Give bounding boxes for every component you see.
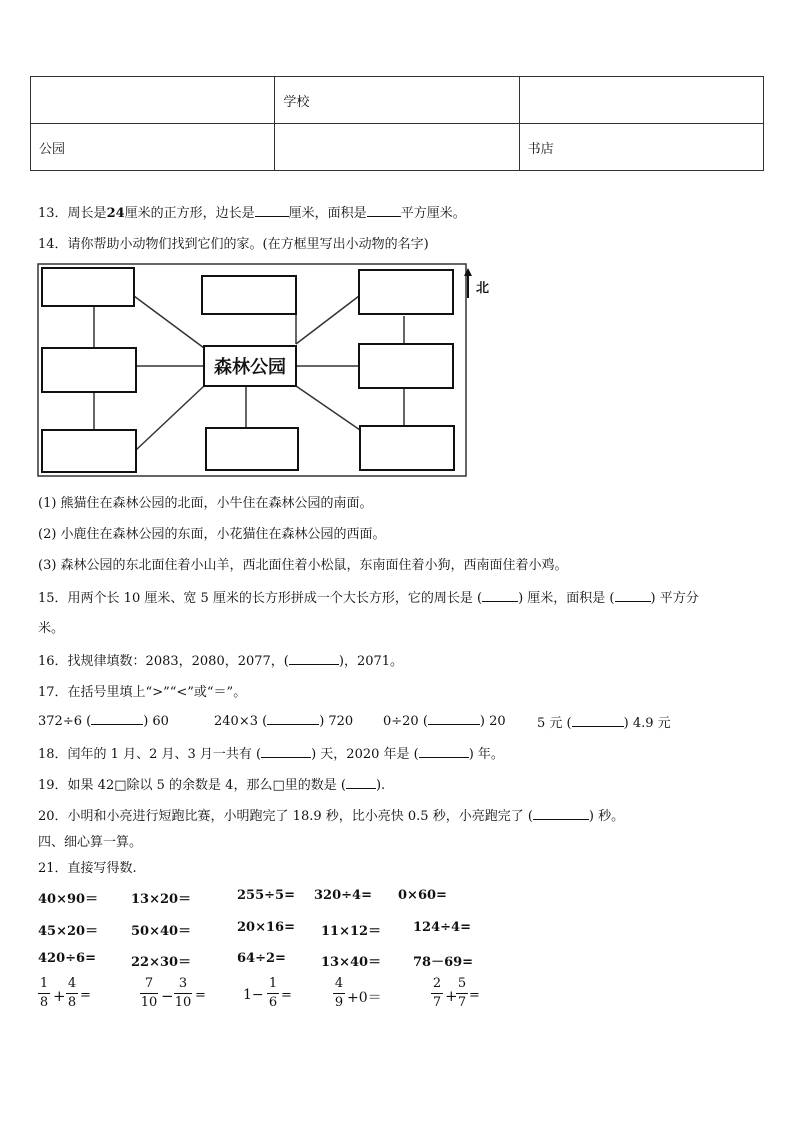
numerator: 5 bbox=[457, 976, 467, 991]
home-box-south[interactable] bbox=[206, 428, 298, 470]
fraction bbox=[431, 976, 443, 1011]
table-cell: 书店 bbox=[519, 124, 763, 171]
calc-item: 50×40＝ bbox=[131, 924, 192, 939]
q17-item-3 bbox=[383, 712, 506, 729]
answer-blank[interactable] bbox=[267, 712, 319, 725]
q13-text-a: 周长是 bbox=[67, 206, 107, 221]
denominator: 10 bbox=[174, 995, 192, 1010]
connector-line bbox=[136, 386, 204, 450]
operator: − bbox=[161, 987, 174, 1005]
expression-prefix: 1− bbox=[243, 987, 264, 1003]
calc-item: 78－69= bbox=[413, 955, 474, 970]
q17-item-2 bbox=[214, 712, 353, 729]
q18-text-b: ) 天，2020 年是 ( bbox=[311, 747, 419, 762]
q17-right: ) 4.9 元 bbox=[623, 716, 671, 731]
denominator: 10 bbox=[140, 995, 158, 1010]
answer-blank[interactable] bbox=[482, 589, 518, 602]
fraction bbox=[140, 976, 158, 1011]
q13-text-d: 厘米，面积是 bbox=[288, 206, 367, 221]
home-box-north[interactable] bbox=[202, 276, 296, 314]
table-cell: 学校 bbox=[275, 77, 519, 124]
q15-line2: 米。 bbox=[38, 621, 65, 636]
table-cell bbox=[31, 77, 275, 124]
answer-blank[interactable] bbox=[261, 745, 311, 758]
fraction bbox=[66, 976, 78, 1011]
home-box-southeast[interactable] bbox=[360, 426, 454, 470]
question-17: 17．在括号里填上“>”“<”或“＝”。 bbox=[38, 685, 247, 700]
numerator: 7 bbox=[144, 976, 154, 991]
fraction bbox=[267, 976, 279, 1011]
operator: + bbox=[53, 987, 66, 1005]
q14-hint-3: (3) 森林公园的东北面住着小山羊，西北面住着小松鼠，东南面住着小狗，西南面住着小鸡。 bbox=[38, 558, 568, 573]
q16-text-a: 16．找规律填数：2083，2080，2077，( bbox=[38, 654, 289, 669]
table-cell bbox=[519, 77, 763, 124]
home-box-northwest[interactable] bbox=[42, 268, 134, 306]
fraction bbox=[38, 976, 50, 1011]
home-box-northeast[interactable] bbox=[359, 270, 453, 314]
answer-blank[interactable] bbox=[428, 712, 480, 725]
question-number: 14． bbox=[38, 237, 68, 252]
answer-blank[interactable] bbox=[289, 652, 339, 665]
table-cell bbox=[275, 124, 519, 171]
q18-text-a: 18．闰年的 1 月、2 月、3 月一共有 ( bbox=[38, 747, 262, 762]
numerator: 3 bbox=[178, 976, 188, 991]
numerator: 1 bbox=[268, 976, 278, 991]
calc-item: 40×90＝ bbox=[38, 892, 99, 907]
answer-blank[interactable] bbox=[572, 714, 624, 727]
home-box-southwest[interactable] bbox=[42, 430, 136, 472]
question-13 bbox=[38, 202, 466, 221]
q18-text-c: ) 年。 bbox=[468, 747, 504, 762]
answer-blank[interactable] bbox=[255, 204, 289, 217]
q20-text-b: ) 秒。 bbox=[588, 809, 625, 824]
answer-blank[interactable] bbox=[533, 807, 589, 820]
calc-item: 11×12＝ bbox=[321, 924, 382, 939]
connector-line bbox=[134, 296, 204, 348]
equals: = bbox=[80, 988, 91, 1003]
denominator: 9 bbox=[334, 995, 344, 1010]
q17-left: 5 元 ( bbox=[537, 716, 572, 731]
q15-text-a: 15．用两个长 10 厘米、宽 5 厘米的长方形拼成一个大长方形，它的周长是 ( bbox=[38, 591, 483, 606]
denominator: 8 bbox=[39, 995, 49, 1010]
calc-item: 255÷5= bbox=[237, 888, 295, 903]
q15-text-c: ) 平方分 bbox=[650, 591, 699, 606]
question-number: 13． bbox=[38, 206, 68, 221]
q19-text-a: 19．如果 42□除以 5 的余数是 4，那么□里的数是 ( bbox=[38, 778, 346, 793]
calc-item: 20×16= bbox=[237, 920, 295, 935]
q14-text: 请你帮助小动物们找到它们的家。(在方框里写出小动物的名字) bbox=[67, 237, 429, 252]
calc-item: 124÷4= bbox=[413, 920, 471, 935]
question-21: 21．直接写得数. bbox=[38, 861, 137, 876]
numerator: 4 bbox=[67, 976, 77, 991]
calc-item: 13×40＝ bbox=[321, 955, 382, 970]
calc-item: 13×20＝ bbox=[131, 892, 192, 907]
question-14 bbox=[38, 233, 429, 252]
q20-text-a: 20．小明和小亮进行短跑比赛，小明跑完了 18.9 秒，比小亮快 0.5 秒，小亮跑完了 ( bbox=[38, 809, 533, 824]
center-label: 森林公园 bbox=[214, 357, 286, 378]
q19-text-b: ). bbox=[375, 778, 386, 793]
home-box-west[interactable] bbox=[42, 348, 136, 392]
table-row bbox=[31, 124, 764, 171]
answer-blank[interactable] bbox=[419, 745, 469, 758]
answer-blank[interactable] bbox=[91, 712, 143, 725]
q17-right: ) 60 bbox=[143, 714, 169, 729]
fraction bbox=[174, 976, 192, 1011]
location-table bbox=[30, 76, 764, 171]
north-label: 北 bbox=[476, 281, 490, 296]
q17-left: 0÷20 ( bbox=[383, 714, 428, 729]
numerator: 4 bbox=[334, 976, 344, 991]
denominator: 7 bbox=[457, 995, 467, 1010]
calc-item: 320÷4= bbox=[314, 888, 372, 903]
q13-value: 24 bbox=[106, 206, 125, 221]
question-15 bbox=[38, 587, 699, 606]
operator: + bbox=[445, 987, 458, 1005]
q17-item-1 bbox=[38, 712, 169, 729]
section-heading: 四、细心算一算。 bbox=[38, 835, 143, 850]
north-arrow-icon bbox=[464, 268, 472, 276]
calc-item: 22×30＝ bbox=[131, 955, 192, 970]
q13-text-c: 厘米的正方形，边长是 bbox=[124, 206, 255, 221]
fraction bbox=[333, 976, 345, 1011]
q17-right: ) 20 bbox=[479, 714, 506, 729]
denominator: 6 bbox=[268, 995, 278, 1010]
answer-blank[interactable] bbox=[346, 776, 376, 789]
question-16 bbox=[38, 650, 403, 669]
forest-park-map bbox=[36, 262, 506, 478]
calc-item: 0×60= bbox=[398, 888, 447, 903]
q17-right: ) 720 bbox=[319, 714, 354, 729]
home-box-east[interactable] bbox=[359, 344, 453, 388]
numerator: 1 bbox=[39, 976, 49, 991]
q15-text-b: ) 厘米，面积是 ( bbox=[518, 591, 615, 606]
q14-hint-2: (2) 小鹿住在森林公园的东面，小花猫住在森林公园的西面。 bbox=[38, 527, 386, 542]
expression-suffix: +0＝ bbox=[347, 990, 382, 1006]
calc-item: 45×20＝ bbox=[38, 924, 99, 939]
q17-item-4 bbox=[537, 712, 671, 731]
q14-hint-1: (1) 熊猫住在森林公园的北面，小牛住在森林公园的南面。 bbox=[38, 496, 373, 511]
q16-text-b: )，2071。 bbox=[338, 654, 404, 669]
connector-line bbox=[296, 386, 360, 430]
numerator: 2 bbox=[432, 976, 442, 991]
equals: = bbox=[469, 988, 480, 1003]
question-19 bbox=[38, 774, 385, 793]
answer-blank[interactable] bbox=[615, 589, 651, 602]
connector-line bbox=[296, 296, 359, 344]
equals: = bbox=[281, 988, 292, 1003]
answer-blank[interactable] bbox=[367, 204, 401, 217]
table-row bbox=[31, 77, 764, 124]
question-20 bbox=[38, 805, 624, 824]
fraction bbox=[456, 976, 468, 1011]
q13-text-e: 平方厘米。 bbox=[400, 206, 466, 221]
q17-left: 240×3 ( bbox=[214, 714, 268, 729]
calc-item: 420÷6= bbox=[38, 951, 96, 966]
equals: = bbox=[195, 988, 206, 1003]
calc-item: 64÷2= bbox=[237, 951, 286, 966]
q17-left: 372÷6 ( bbox=[38, 714, 92, 729]
denominator: 8 bbox=[67, 995, 77, 1010]
question-18 bbox=[38, 743, 504, 762]
table-cell: 公园 bbox=[31, 124, 275, 171]
denominator: 7 bbox=[432, 995, 442, 1010]
